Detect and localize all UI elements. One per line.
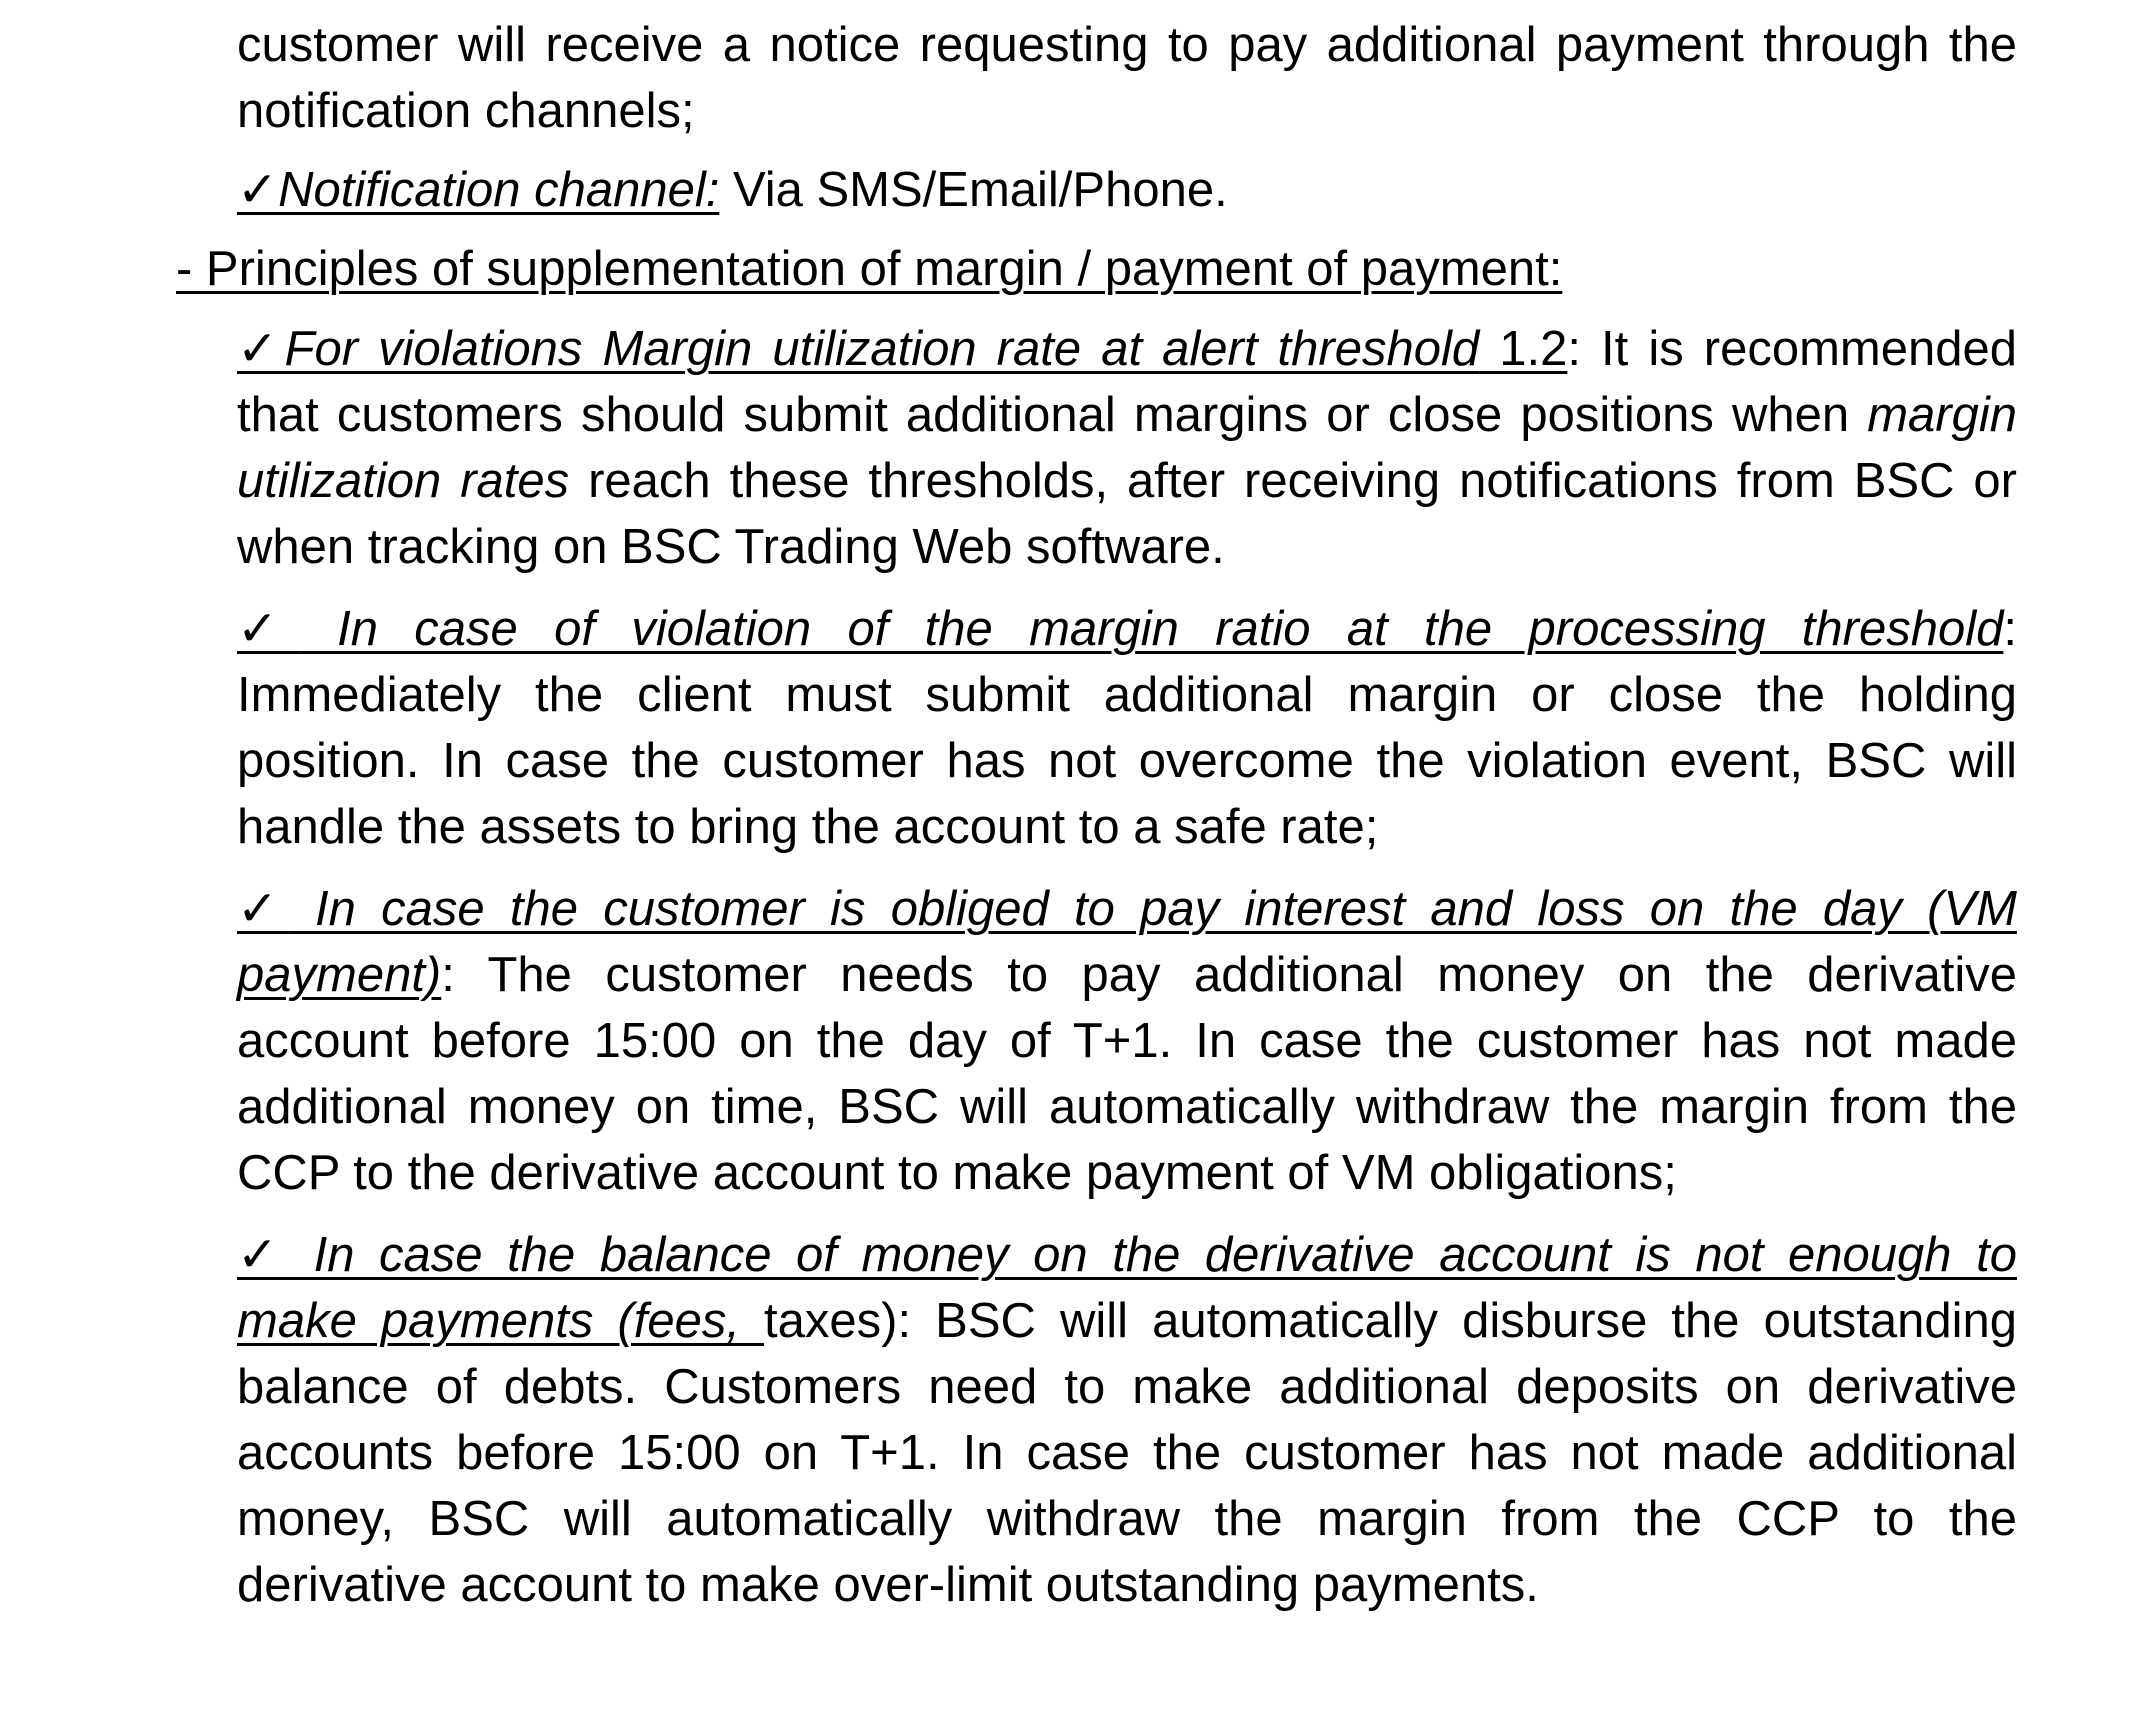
checkmark-icon: ✓: [237, 602, 301, 656]
principle-4-line: [237, 1222, 2017, 1288]
checkmark-icon: ✓: [237, 322, 285, 376]
text-span: taxes): BSC will automatically disburse the outstanding: [764, 1294, 2017, 1348]
text-line: [237, 1140, 2017, 1206]
text-span: : It is recommended: [1567, 322, 2018, 376]
text-span: additional money on time, BSC will automatically withdraw the margin from the: [237, 1080, 2017, 1134]
text-span: accounts before 15:00 on T+1. In case the customer has not made additional: [237, 1426, 2017, 1480]
checkmark-icon: ✓: [237, 1228, 290, 1282]
text-span: balance of debts. Customers need to make additional deposits on derivative: [237, 1360, 2017, 1414]
text-span: Via SMS/Email/Phone.: [719, 163, 1228, 217]
text-line: [237, 794, 2017, 860]
text-line: [237, 942, 2017, 1008]
text-span: utilization rates: [237, 454, 570, 508]
text-span: notification channels;: [237, 84, 695, 138]
principle-1-line: [237, 316, 2017, 382]
notification-channel-line: [237, 157, 2017, 223]
text-span: :: [2003, 602, 2017, 656]
text-span: 1.2: [1479, 322, 1568, 376]
text-span: Notification channel:: [278, 163, 720, 217]
text-span: account before 15:00 on the day of T+1. In case the customer has not made: [237, 1014, 2017, 1068]
principle-4-label: [237, 1228, 2017, 1282]
text-span: For violations Margin utilization rate at alert threshold: [284, 322, 1480, 376]
text-span: payment): [237, 948, 442, 1002]
notification-channel-label: [237, 163, 719, 217]
text-line: [237, 78, 2017, 144]
text-span: position. In case the customer has not overcome the violation event, BSC will: [237, 734, 2017, 788]
checkmark-icon: ✓: [237, 163, 279, 217]
principle-3-label: [237, 882, 2017, 936]
text-line: [237, 1420, 2017, 1486]
text-span: that customers should submit additional margins or close positions when: [237, 388, 1868, 442]
text-span: - Principles of supplementation of margin / payment of payment:: [176, 242, 1563, 296]
text-span: derivative account to make over-limit outstanding payments.: [237, 1558, 1539, 1612]
text-span: reach these thresholds, after receiving notifications from BSC or: [569, 454, 2017, 508]
text-span: In case the customer is obliged to pay interest and loss on the day (VM: [289, 882, 2017, 936]
section-heading: [176, 236, 1562, 302]
text-line: [237, 1354, 2017, 1420]
principle-2-line: [237, 596, 2017, 662]
text-line: [237, 1486, 2017, 1552]
principle-3-line: [237, 876, 2017, 942]
text-line: [237, 514, 2017, 580]
text-line: [237, 662, 2017, 728]
text-line: [237, 1288, 2017, 1354]
checkmark-icon: ✓: [237, 882, 290, 936]
text-line: [237, 728, 2017, 794]
text-line: [237, 1008, 2017, 1074]
text-line: [237, 1074, 2017, 1140]
text-span: margin: [1867, 388, 2017, 442]
text-span: handle the assets to bring the account to a safe rate;: [237, 800, 1379, 854]
text-span: CCP to the derivative account to make payment of VM obligations;: [237, 1146, 1677, 1200]
text-span: when tracking on BSC Trading Web software.: [237, 520, 1225, 574]
text-span: : The customer needs to pay additional money on the derivative: [441, 948, 2017, 1002]
text-span: In case of violation of the margin ratio at the processing threshold: [300, 602, 2004, 656]
text-line: [237, 1552, 2017, 1618]
text-span: money, BSC will automatically withdraw the margin from the CCP to the: [237, 1492, 2017, 1546]
principle-2-label: [237, 602, 2003, 656]
principle-1-label: [237, 322, 1479, 376]
text-line: [237, 382, 2017, 448]
text-span: make payments (fees,: [237, 1294, 765, 1348]
text-line: [237, 448, 2017, 514]
text-span: customer will receive a notice requesting to pay additional payment through the: [237, 18, 2017, 72]
text-span: Immediately the client must submit additional margin or close the holding: [237, 668, 2017, 722]
text-span: In case the balance of money on the derivative account is not enough to: [289, 1228, 2018, 1282]
text-line: [237, 12, 2017, 78]
